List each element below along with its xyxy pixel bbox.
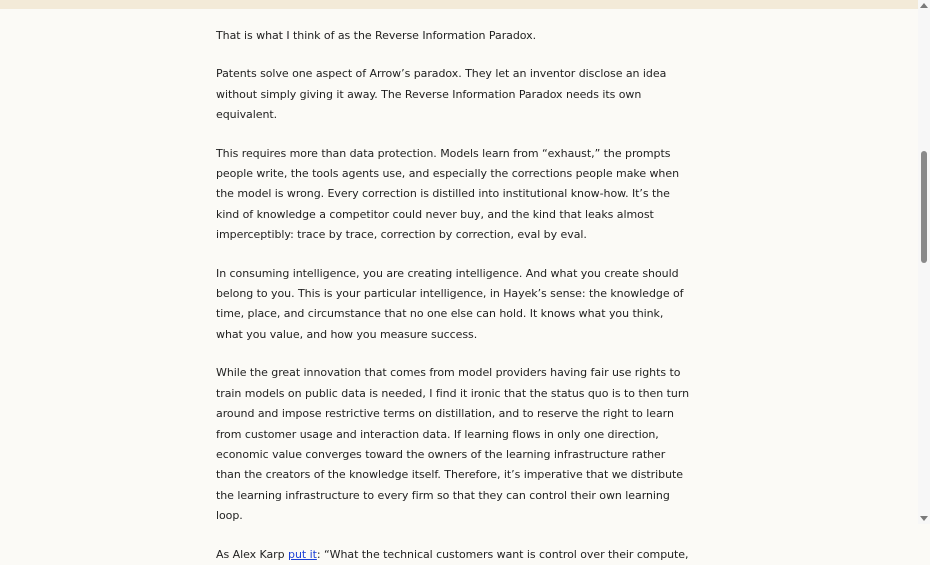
paragraph-1: That is what I think of as the Reverse Information Paradox. [216, 29, 537, 42]
paragraph-4: In consuming intelligence, you are creating intelligence. And what you create should belong to you. This is your particular intelligence, in Hayek’s sense: the knowledge of time, place, and circumstance that no one else can hold. It knows what you think, what you value, and how you measure success. [216, 266, 684, 341]
scrollbar-thumb[interactable] [921, 151, 927, 263]
article-body [216, 26, 691, 565]
vertical-scrollbar[interactable] [918, 0, 930, 524]
put-it-link[interactable]: put it [288, 547, 317, 561]
paragraph-5: While the great innovation that comes from model providers having fair use rights to train models on public data is needed, I find it ironic that the status quo is to then turn around and impose restrictive terms on distillation, and to reserve the right to learn from customer usage and interaction data. If learning flows in only one direction, economic value converges toward the owners of the learning infrastructure rather than the creators of the knowledge itself. Therefore, it’s imperative that we distribute the learning infrastructure to every firm so that they can control their own learning loop. [216, 366, 690, 523]
paragraph-3: This requires more than data protection. Models learn from “exhaust,” the prompts people write, the tools agents use, and especially the corrections people make when the model is wrong. Every correction is distilled into institutional know-how. It’s the kind of knowledge a competitor could never buy, and the kind that leaks almost imperceptibly: trace by trace, correction by correction, eval by eval. [216, 146, 679, 242]
paragraph-2: Patents solve one aspect of Arrow’s paradox. They let an inventor disclose an idea without simply giving it away. The Reverse Information Paradox needs its own equivalent. [216, 67, 667, 122]
paragraph-6-suffix: : “What the technical customers want is control over their compute, [316, 547, 689, 561]
scroll-down-arrow-icon[interactable] [920, 516, 928, 521]
paragraph-6 [216, 545, 691, 565]
top-banner-strip [0, 0, 918, 9]
paragraph-6-prefix: As Alex Karp [216, 547, 289, 561]
scroll-up-arrow-icon[interactable] [920, 3, 928, 8]
